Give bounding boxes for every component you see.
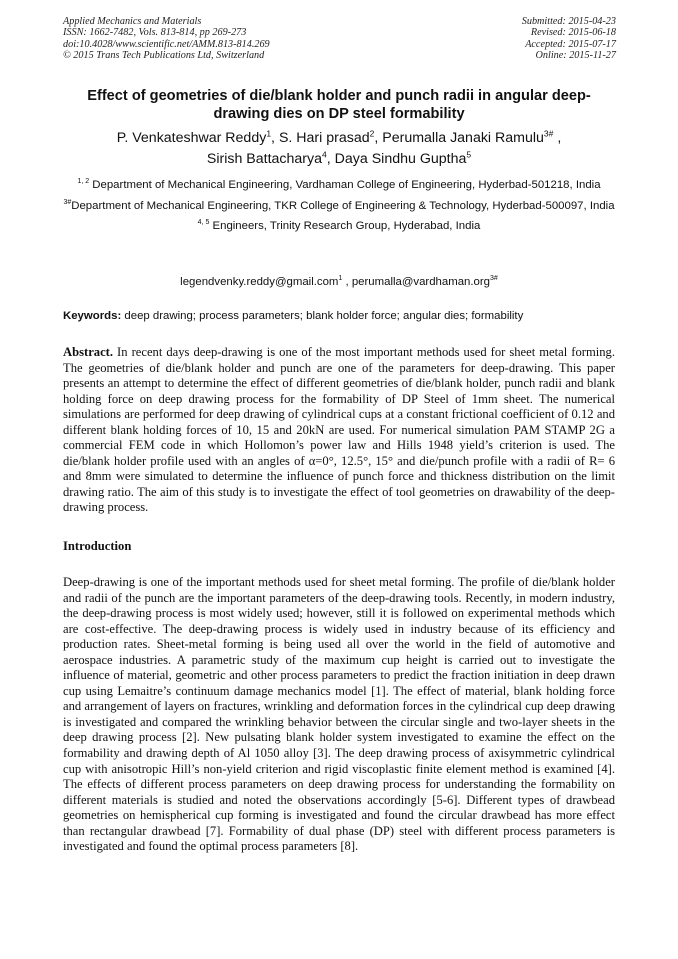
abstract: [63, 345, 615, 516]
author-list: [63, 128, 615, 170]
paper-title: Effect of geometries of die/blank holder and punch radii in angular deep-drawing dies on DP steel formability: [87, 88, 591, 122]
journal-name: Applied Mechanics and Materials: [63, 16, 202, 27]
journal-copyright: © 2015 Trans Tech Publications Ltd, Switzerland: [63, 49, 265, 61]
author: S. Hari prasad$^2$,: [278, 128, 383, 146]
affiliation: $^{4, 5}$ Engineers, Trinity Research Group, Hyderabad, India: [197, 219, 481, 233]
author: Sirish Battacharya$^4$,: [206, 149, 335, 167]
date-submitted: Submitted: 2015-04-23: [521, 16, 616, 27]
email-link[interactable]: , perumalla@vardhaman.org$^{3\#}$: [342, 275, 498, 288]
keywords-label: Keywords:: [63, 310, 122, 322]
introduction-text: Deep-drawing is one of the important methods used for sheet metal forming. The profile of die/blank holder and radii of the punch are the important parameters of the deep-drawing tools. Recently, in modern industry, the deep-drawing process is most widely used; however, still it is followed on experimental methods which are cost-effective. The deep-drawing process is widely used in industry because of its efficiency and production rates. Sheet-metal forming is being used all over the world in the field of automotive and aerospace industries. A parametric study of the maximum cup height is carried out to investigate the influence of material, geometric and other process parameters to predict the fraction initiation in deep drawn cup using Lemaitre’s continuum damage mechanics model [1]. The effect of material, blank holding force and arrangement of layers on fractures, wrinkling and deformation forces in the cylindrical cup deep drawing is investigated and compared the wrinkling behavior between the circular single and two-layer sheets in the deep drawing process [2]. New pulsating blank holder system investigated to examine the effect on the formability and drawing depth of Al 1050 alloy [3]. The deep drawing process of axisymmetric cylindrical cup with anisotropic Hill’s non-yield criterion and rigid viscoplastic finite element method is examined [4]. The effects of different process parameters on deep drawing process for understanding the formability on different materials is studied and noted the observations accordingly [5-6]. Different types of drawbead geometries on hemispherical cup forming is investigated and found the circular drawbead has more effect than rectangular drawbead [7]. Formability of dual phase (DP) steel with different process parameters is investigated and found the optimal process parameters [8].: [63, 575, 615, 854]
journal-issn: ISSN: 1662-7482, Vols. 813-814, pp 269-273: [63, 27, 247, 39]
keywords: [63, 309, 615, 323]
abstract-text: In recent days deep-drawing is one of the most important methods used for sheet metal forming. The geometries of die/blank holder and punch are one of the parameters for deep-drawing. This paper presents an attempt to determine the effect of different geometries of die/blank holder, punch radii and blank holding force on deep drawing process for the formability of DP Steel of 1mm sheet. The numerical simulations are performed for deep drawing of cylindrical cups at a constant frictional coefficient of 0.12 and different blank holding forces of 10, 15 and 20kN are used. For numerical simulation PAM STAMP 2G a commercial FEM code in which Hollomon’s power law and Hills 1948 yield’s criterion is used. The die/blank holder profile used with an angles of α=0°, 12.5°, 15° and die/punch profile with a radii of R= 6 and 8mm were simulated to determine the influence of punch force and thickness distribution on the limit drawing ratio. The aim of this study is to investigate the effect of tool geometries on drawability of the deep-drawing process.: [63, 345, 615, 515]
author: Perumalla Janaki Ramulu$^{3\#}$ ,: [382, 128, 562, 146]
author: P. Venkateshwar Reddy$^1$,: [116, 128, 279, 146]
email-link[interactable]: legendvenky.reddy@gmail.com$^1$: [180, 275, 343, 288]
abstract-label: Abstract.: [63, 345, 114, 359]
section-heading-introduction: Introduction: [63, 539, 132, 553]
publication-dates: [522, 16, 616, 61]
journal-doi: doi:10.4028/www.scientific.net/AMM.813-814.269: [63, 38, 270, 50]
date-online: Online: 2015-11-27: [535, 49, 616, 61]
author-emails: [63, 275, 615, 289]
journal-info: [63, 16, 270, 61]
affiliation: $^{1, 2}$ Department of Mechanical Engineering, Vardhaman College of Engineering, Hyderbad-501218, India: [77, 178, 601, 191]
affiliation: $^{3\#}$Department of Mechanical Engineering, TKR College of Engineering & Technology, Hyderbad-500097, India: [63, 198, 615, 212]
keywords-text: deep drawing; process parameters; blank holder force; angular dies; formability: [121, 310, 524, 322]
date-revised: Revised: 2015-06-18: [530, 27, 616, 39]
affiliations: [63, 179, 615, 241]
date-accepted: Accepted: 2015-07-17: [525, 38, 616, 50]
author: Daya Sindhu Guptha$^5$: [334, 149, 472, 167]
